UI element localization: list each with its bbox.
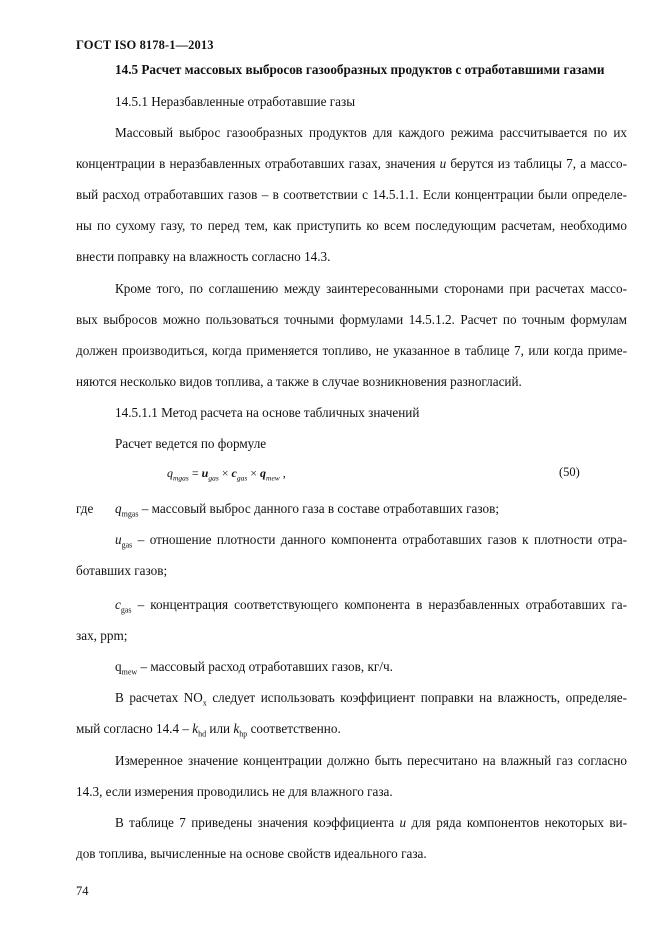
paragraph-line: концентрации в неразбавленных отработавших газах, значения u берутся из таблицы 7, а массо-	[76, 156, 628, 171]
paragraph-line: дов топлива, вычисленные на основе свойств идеального газа.	[76, 846, 427, 861]
paragraph-line: Измеренное значение концентрации должно быть пересчитано на влажный газ согласно	[115, 753, 627, 768]
section-title: 14.5 Расчет массовых выбросов газообразных продуктов с отработавшими газами	[115, 62, 605, 77]
definition-qmew: $q_{mew}$ – массовый расход отработавших газов, кг/ч.	[115, 659, 393, 677]
paragraph-line: мый согласно $14.4 - k_{hd}$ или $k_{hp}$ соответственно.	[76, 721, 341, 739]
paragraph-line: ны по сухому газу, то перед тем, как приступить ко всем последующим расчетам, необходимо	[76, 218, 627, 233]
paragraph-line: внести поправку на влажность согласно 14.3.	[76, 249, 331, 264]
definition-continuation: ботавших газов;	[76, 563, 168, 578]
formula-intro: Расчет ведется по формуле	[115, 436, 267, 451]
definition-ugas: $u_{gas}$ – отношение плотности данного компонента отработавших газов к плотности отра-	[115, 532, 628, 550]
paragraph-line: В расчетах $NO_x$ следует использовать коэффициент поправки на влажность, определяе-	[115, 690, 627, 708]
symbol-u: u	[439, 156, 447, 171]
subsection-title: 14.5.1 Неразбавленные отработавшие газы	[115, 94, 356, 109]
method-title: 14.5.1.1 Метод расчета на основе табличных значений	[115, 405, 420, 420]
paragraph-line: 14.3, если измерения проводились не для влажного газа.	[76, 784, 393, 799]
paragraph-line: Массовый выброс газообразных продуктов для каждого режима рассчитывается по их	[115, 125, 627, 140]
paragraph-line: Кроме того, по соглашению между заинтересованными сторонами при расчетах массо-	[115, 281, 627, 296]
page-number: 74	[76, 884, 89, 898]
paragraph-line: няются несколько видов топлива, а также в случае возникновения разногласий.	[76, 374, 522, 389]
paragraph-line: вых выбросов можно пользоваться точными формулами 14.5.1.2. Расчет по точным формулам	[76, 312, 627, 327]
where-label: где	[76, 501, 94, 516]
paragraph-line: вый расход отработавших газов – в соответствии с 14.5.1.1. Если концентрации были определе-	[76, 187, 627, 202]
definition-cgas: $c_{gas}$ – концентрация соответствующего компонента в неразбавленных отработавших га-	[115, 597, 628, 615]
standard-header: ГОСТ ISO 8178-1—2013	[76, 38, 214, 52]
definition-continuation: зах, ppm;	[76, 628, 128, 643]
equation-number: (50)	[559, 465, 580, 479]
paragraph-line: В таблице 7 приведены значения коэффициента u для ряда компонентов некоторых ви-	[115, 815, 627, 830]
formula-50: $q_{mgas} = u_{gas} \times c_{gas} \times q_{mew}$ ,	[167, 466, 286, 483]
definition-qmgas: $q_{mgas}$ – массовый выброс данного газа в составе отработавших газов;	[115, 501, 499, 519]
paragraph-line: должен производиться, когда применяется топливо, не указанное в таблице 7, или когда приме-	[76, 343, 627, 358]
